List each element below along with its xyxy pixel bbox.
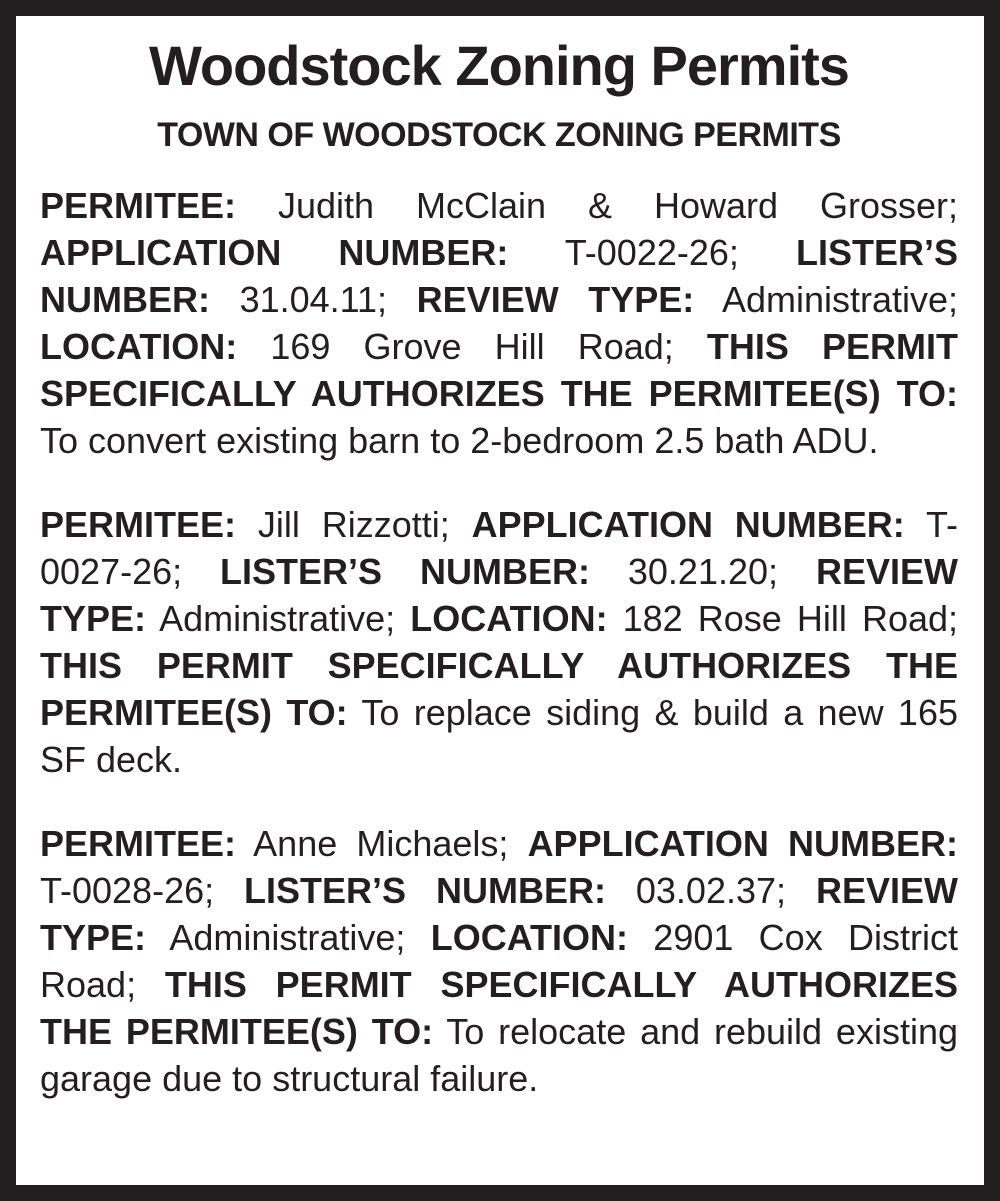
authorization-value: To replace siding & build a new 165 SF deck. <box>40 692 958 780</box>
review-type-value: Administrative; <box>159 598 396 639</box>
review-type-label: REVIEW TYPE: <box>40 870 958 958</box>
review-type-label: REVIEW TYPE: <box>40 551 958 639</box>
page-title: Woodstock Zoning Permits <box>149 34 849 97</box>
application-number-label: APPLICATION NUMBER: <box>40 232 509 273</box>
location-label: LOCATION: <box>40 326 238 367</box>
permitee-label: PERMITEE: <box>40 823 237 864</box>
permitee-value: Anne Michaels; <box>253 823 509 864</box>
authorization-label: THIS PERMIT SPECIFICALLY AUTHORIZES THE PERMITEE(S) TO: <box>40 645 958 733</box>
application-number-value: T-0027-26; <box>40 504 958 592</box>
location-label: LOCATION: <box>410 598 608 639</box>
permitee-label: PERMITEE: <box>40 504 237 545</box>
authorization-label: THIS PERMIT SPECIFICALLY AUTHORIZES THE PERMITEE(S) TO: <box>40 964 958 1052</box>
location-value: 169 Grove Hill Road; <box>270 326 674 367</box>
listers-number-value: 03.02.37; <box>635 870 787 911</box>
permitee-value: Jill Rizzotti; <box>257 504 450 545</box>
listers-number-label: LISTER’S NUMBER: <box>220 551 590 592</box>
permit-entry <box>40 182 958 464</box>
location-label: LOCATION: <box>430 917 628 958</box>
review-type-value: Administrative; <box>721 279 959 320</box>
authorization-label: THIS PERMIT SPECIFICALLY AUTHORIZES THE PERMITEE(S) TO: <box>40 326 958 414</box>
permitee-label: PERMITEE: <box>40 185 237 226</box>
review-type-value: Administrative; <box>169 917 406 958</box>
page-subtitle: TOWN OF WOODSTOCK ZONING PERMITS <box>157 116 841 154</box>
listers-number-value: 30.21.20; <box>627 551 779 592</box>
application-number-label: APPLICATION NUMBER: <box>471 504 905 545</box>
application-number-value: T-0022-26; <box>564 232 739 273</box>
listers-number-label: LISTER’S NUMBER: <box>244 870 606 911</box>
listers-number-label: LISTER’S NUMBER: <box>40 232 958 320</box>
review-type-label: REVIEW TYPE: <box>416 279 695 320</box>
application-number-label: APPLICATION NUMBER: <box>527 823 958 864</box>
location-value: 2901 Cox District Road; <box>40 917 958 1005</box>
application-number-value: T-0028-26; <box>40 870 215 911</box>
authorization-value: To convert existing barn to 2-bedroom 2.5 bath ADU. <box>40 420 879 461</box>
authorization-value: To relocate and rebuild existing garage due to structural failure. <box>40 1011 958 1099</box>
location-value: 182 Rose Hill Road; <box>622 598 959 639</box>
permit-entry <box>40 820 958 1102</box>
permitee-value: Judith McClain & Howard Grosser; <box>277 185 958 226</box>
permit-entry <box>40 501 958 783</box>
listers-number-value: 31.04.11; <box>239 279 388 320</box>
